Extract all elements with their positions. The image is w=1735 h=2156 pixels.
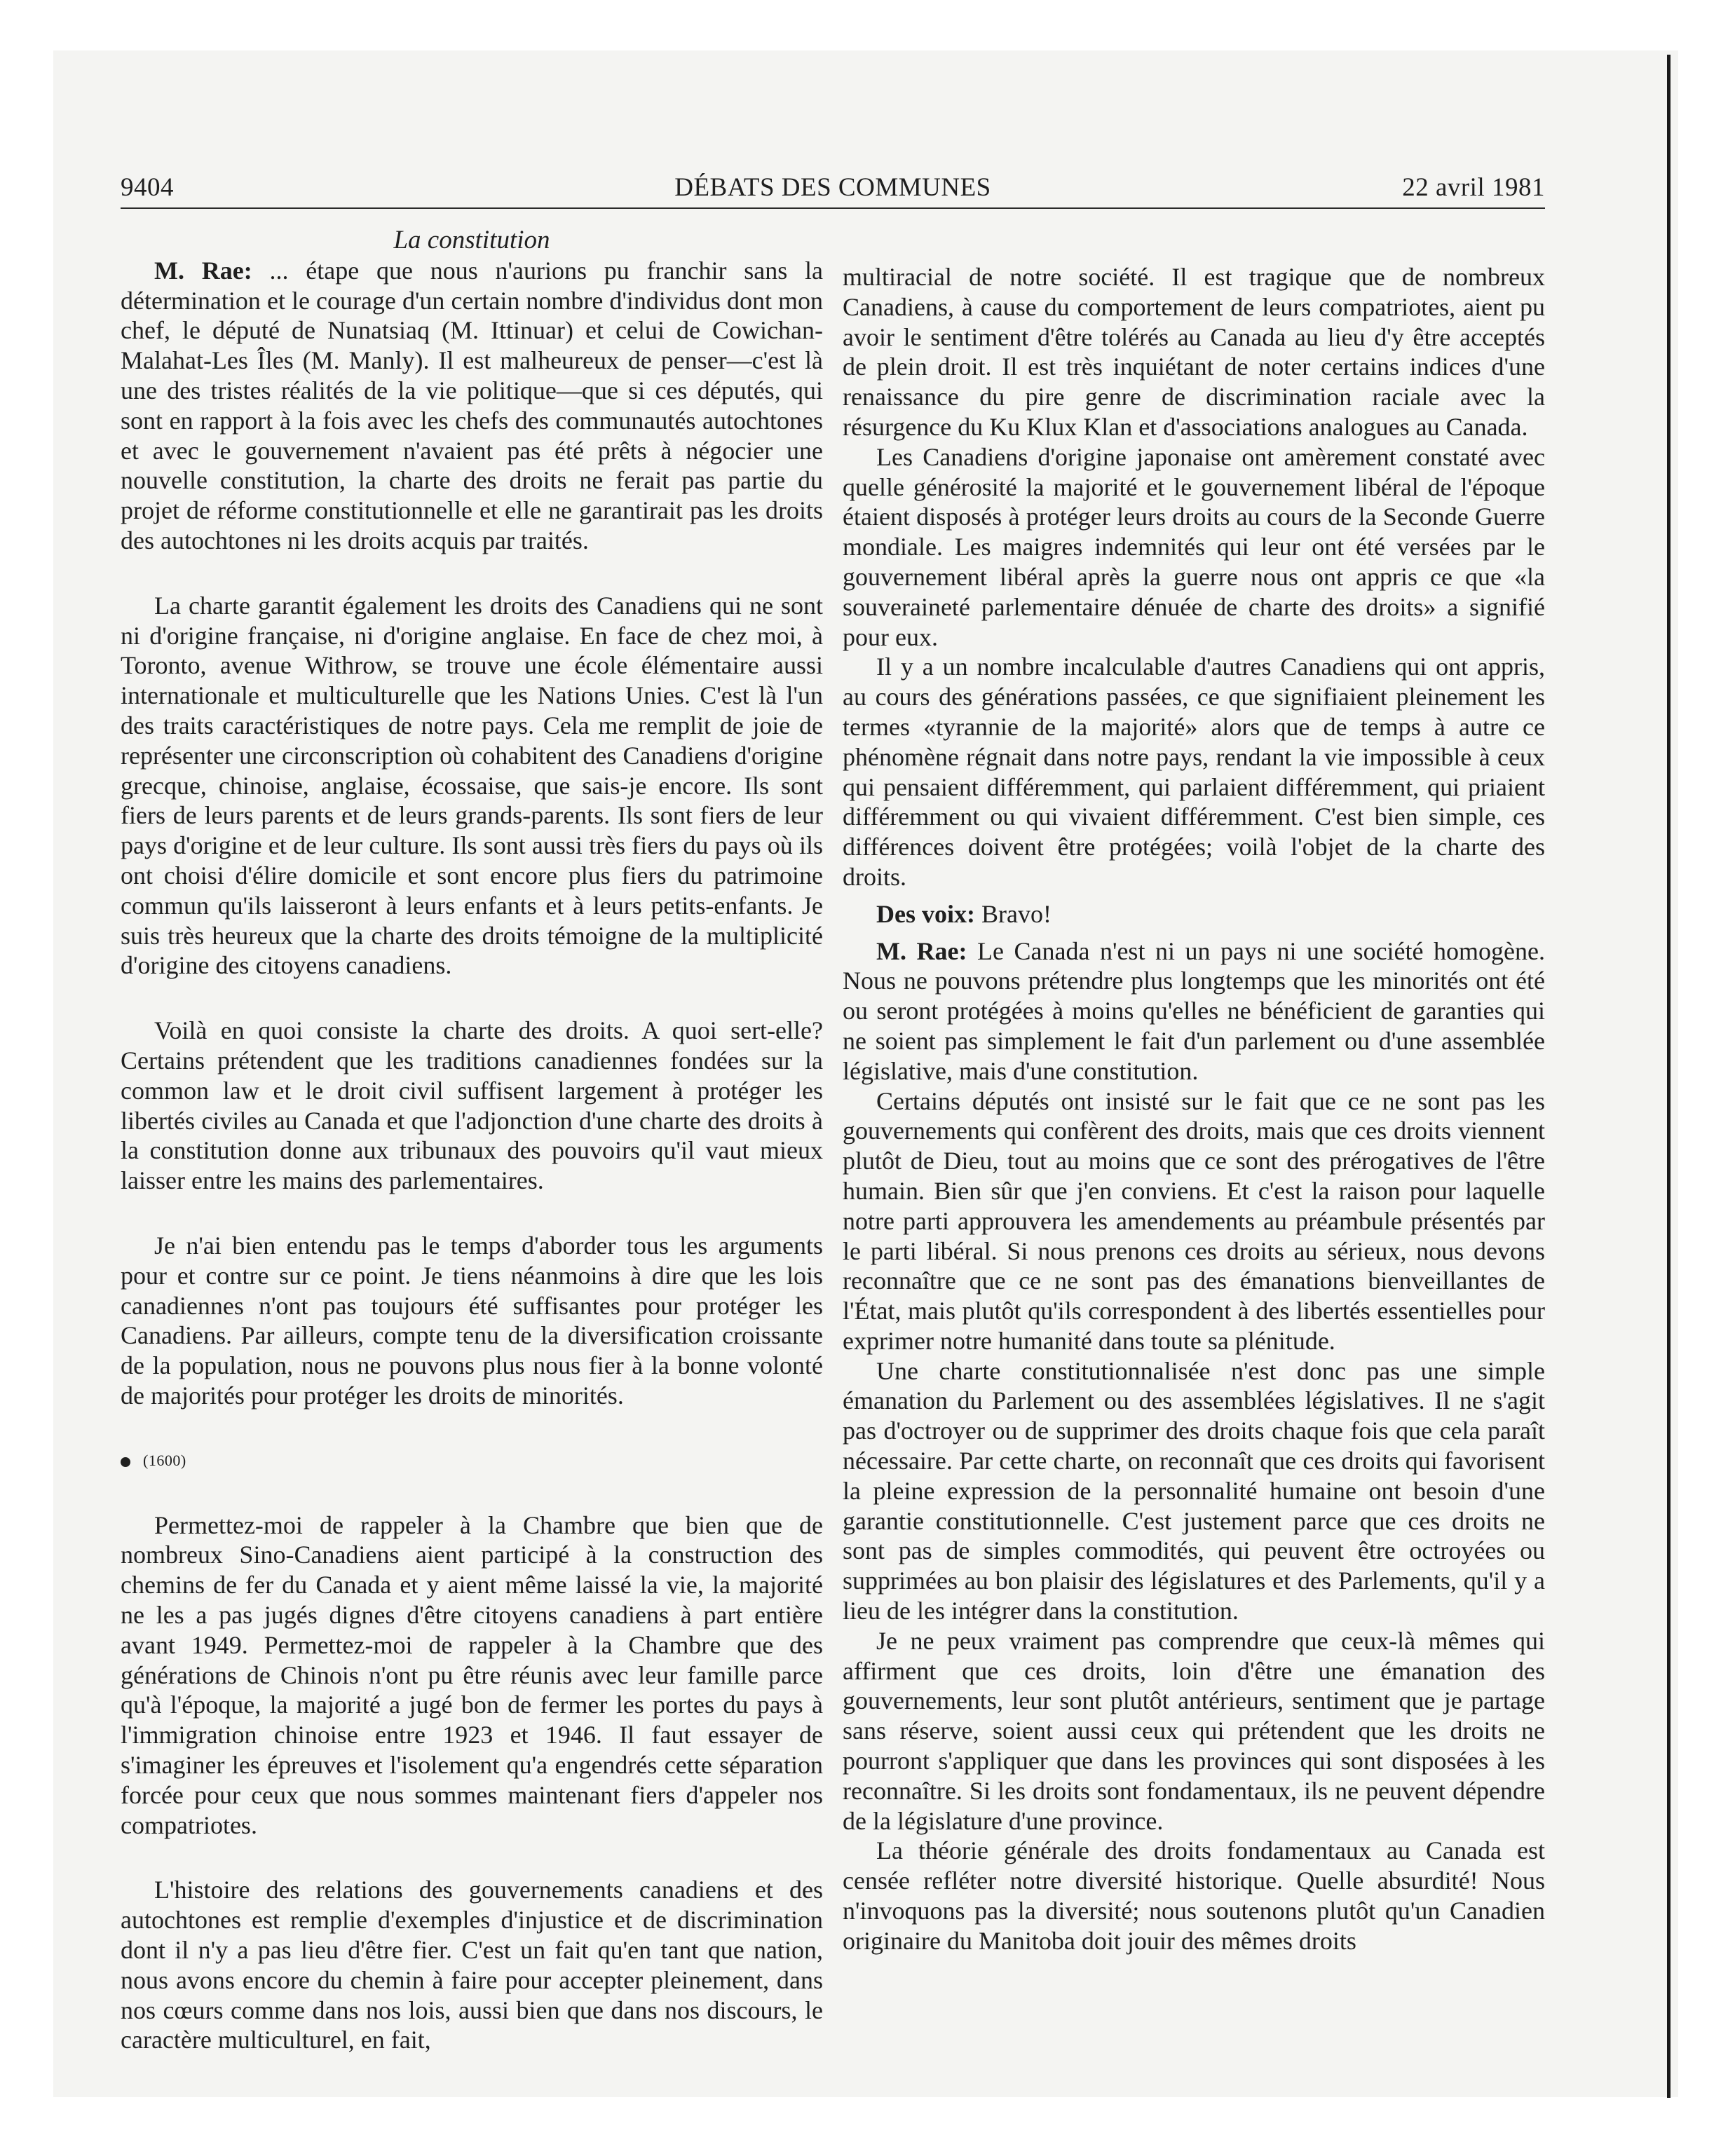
paragraph: Il y a un nombre incalculable d'autres Canadiens qui ont appris, au cours des générations passées, ce que signifiaient pleinement les termes «tyrannie de la majorité» alors que de temps à autre ce phénomène régnait dans notre pays, rendant la vie impossible à ceux qui pensaient différemment, qui parlaient différemment, qui priaient différemment ou qui vivaient différemment. C'est bien simple, ces différences doivent être protégées; voilà l'objet de la charte des droits. — [843, 653, 1545, 891]
paragraph-gap — [121, 1840, 823, 1875]
paragraph: Certains députés ont insisté sur le fait que ce ne sont pas les gouvernements qui confèrent des droits, mais que ces droits viennent plutôt de Dieu, tout au moins que ce sont des prérogatives de l'être humain. Bien sûr que j'en conviens. Et c'est la raison pour laquelle notre parti approuvera les amendements au préambule présentés par le parti libéral. Si nous prenons ces droits au sérieux, nous devons reconnaître que ce ne sont pas des émanations bienveillantes de l'État, mais plutôt qu'ils correspondent à des libertés essentielles pour exprimer notre humanité dans toute sa plénitude. — [843, 1086, 1545, 1355]
page-date: 22 avril 1981 — [1402, 173, 1545, 202]
paragraph-text: Le Canada n'est ni un pays ni une société homogène. Nous ne pouvons prétendre plus longtemps que les minorités ont été ou seront protégées à moins qu'elles ne bénéficient de garanties qui ne soient pas simplement le fait d'un parlement ou d'une assemblée législative, mais d'une constitution. — [843, 936, 1545, 1085]
time-marker — [121, 1446, 823, 1475]
paragraph: multiracial de notre société. Il est tragique que de nombreux Canadiens, à cause du comportement de leurs compatriotes, aient pu avoir le sentiment d'être tolérés au Canada au lieu d'y être acceptés de plein droit. Il est très inquiétant de noter certains indices d'une renaissance du pire genre de discrimination raciale avec la résurgence du Ku Klux Klan et d'associations analogues au Canada. — [843, 263, 1545, 441]
paragraph-text: Bravo! — [981, 899, 1052, 928]
paragraph-gap — [121, 1475, 823, 1510]
speaker-name: M. Rae: — [876, 936, 967, 965]
header-rule — [121, 207, 1545, 209]
bullet-icon — [121, 1457, 130, 1467]
publication-title: DÉBATS DES COMMUNES — [674, 173, 991, 202]
page-edge-rule — [1667, 55, 1671, 2098]
paragraph-gap — [121, 1411, 823, 1446]
paragraph: La théorie générale des droits fondamentaux au Canada est censée refléter notre diversité historique. Quelle absurdité! Nous n'invoquons pas la diversité; nous soutenons plutôt qu'un Canadien originaire du Manitoba doit jouir des mêmes droits — [843, 1836, 1545, 1955]
paragraph: Une charte constitutionnalisée n'est donc pas une simple émanation du Parlement ou des assemblées législatives. Il ne s'agit pas d'octroyer ou de supprimer des droits chaque fois que cela paraît nécessaire. Par cette charte, on reconnaît que ces droits qui favorisent la pleine expression de la personnalité humaine ont besoin d'une garantie constitutionnelle. C'est justement parce que ces droits ne sont pas de simples commodités, qui peuvent être octroyées ou supprimées au bon plaisir des législatures et des Parlements, qu'il y a lieu de les intégrer dans la constitution. — [843, 1356, 1545, 1625]
paragraph-gap — [121, 1196, 823, 1231]
right-column — [843, 262, 1545, 1956]
paragraph-gap — [843, 929, 1545, 936]
paragraph-text: ... étape que nous n'aurions pu franchir sans la détermination et le courage d'un certain nombre d'individus dont mon chef, le député de Nunatsiaq (M. Ittinuar) et celui de Cowichan-Malahat-Les Îles (M. Manly). Il est malheureux de penser—c'est là une des tristes réalités de la vie politique—que si ces députés, qui sont en rapport à la fois avec les chefs des communautés autochtones et avec le gouvernement n'avaient pas été prêts à négocier une nouvelle constitution, la charte des droits ne ferait pas partie du projet de réforme constitutionnelle et elle ne garantirait pas les droits des autochtones ni les droits acquis par traités. — [121, 256, 823, 554]
paragraph: Permettez-moi de rappeler à la Chambre que bien que de nombreux Sino-Canadiens aient participé à la construction des chemins de fer du Canada et y aient même laissé la vie, la majorité ne les a pas jugés dignes d'être citoyens canadiens à part entière avant 1949. Permettez-moi de rappeler à la Chambre que des générations de Chinois n'ont pu être réunis avec leur famille parce qu'à l'époque, la majorité a jugé bon de fermer les portes du pays à l'immigration chinoise entre 1923 et 1946. Il faut essayer de s'imaginer les épreuves et l'isolement qu'a engendrés cette séparation forcée pour ceux que nous sommes maintenant fiers d'appeler nos compatriotes. — [121, 1510, 823, 1839]
paragraph — [843, 936, 1545, 1086]
page-number: 9404 — [121, 173, 174, 202]
paragraph: L'histoire des relations des gouvernements canadiens et des autochtones est remplie d'exemples d'injustice et de discrimination dont il n'y a pas lieu d'être fier. C'est un fait qu'en tant que nation, nous avons encore du chemin à faire pour accepter pleinement, dans nos cœurs comme dans nos lois, aussi bien que dans nos discours, le caractère multiculturel, en fait, — [121, 1876, 823, 2054]
running-header — [121, 172, 1545, 209]
time-marker-text: (1600) — [143, 1451, 186, 1469]
paragraph: La charte garantit également les droits des Canadiens qui ne sont ni d'origine française, ni d'origine anglaise. En face de chez moi, à Toronto, avenue Withrow, se trouve une école élémentaire aussi internationale et multiculturelle que les Nations Unies. C'est là l'un des traits caractéristiques de notre pays. Cela me remplit de joie de représenter une circonscription où cohabitent des Canadiens d'origine grecque, chinoise, anglaise, écossaise, que sais-je encore. Ils sont fiers de leurs parents et de leurs grands-parents. Ils sont fiers de leur pays d'origine et de leur culture. Ils sont aussi très fiers du pays où ils ont choisi d'élire domicile et sont encore plus fiers du patrimoine commun qu'ils laisseront à leurs enfants et à leurs petits-enfants. Je suis très heureux que la charte des droits témoigne de la multiplicité d'origine des citoyens canadiens. — [121, 591, 823, 980]
speaker-name: Des voix: — [876, 899, 975, 928]
paragraph-gap — [121, 981, 823, 1016]
paragraph: Les Canadiens d'origine japonaise ont amèrement constaté avec quelle générosité la majorité et le gouvernement libéral de l'époque étaient disposés à protéger leurs droits au cours de la Seconde Guerre mondiale. Les maigres indemnités qui leur ont été versées par le gouvernement libéral après la guerre nous ont appris ce que «la souveraineté parlementaire dénuée de charte des droits» a signifié pour eux. — [843, 442, 1545, 651]
paragraph-gap — [121, 556, 823, 591]
paragraph: Voilà en quoi consiste la charte des droits. A quoi sert-elle? Certains prétendent que les traditions canadiennes fondées sur la common law et le droit civil suffisent largement à protéger les libertés civiles au Canada et que l'adjonction d'une charte des droits à la constitution donne aux tribunaux des pouvoirs qu'il vaut mieux laisser entre les mains des parlementaires. — [121, 1016, 823, 1195]
section-title: La constitution — [393, 226, 550, 254]
paragraph-gap — [843, 892, 1545, 899]
left-column — [121, 226, 823, 2055]
paragraph — [843, 899, 1545, 929]
paragraph — [121, 256, 823, 556]
speaker-name: M. Rae: — [154, 256, 252, 285]
paragraph: Je ne peux vraiment pas comprendre que ceux-là mêmes qui affirment que ces droits, loin d'être une émanation des gouvernements, leur sont plutôt antérieurs, sentiment que je partage sans réserve, soient aussi ceux qui prétendent que les droits ne pourront s'appliquer que dans les provinces qui sont disposées à les reconnaître. Si les droits sont fondamentaux, ils ne peuvent dépendre de la législature d'une province. — [843, 1626, 1545, 1835]
paragraph: Je n'ai bien entendu pas le temps d'aborder tous les arguments pour et contre sur ce point. Je tiens néanmoins à dire que les lois canadiennes n'ont pas toujours été suffisantes pour protéger les Canadiens. Par ailleurs, compte tenu de la diversification croissante de la population, nous ne pouvons plus nous fier à la bonne volonté de majorités pour protéger les droits de minorités. — [121, 1231, 823, 1410]
